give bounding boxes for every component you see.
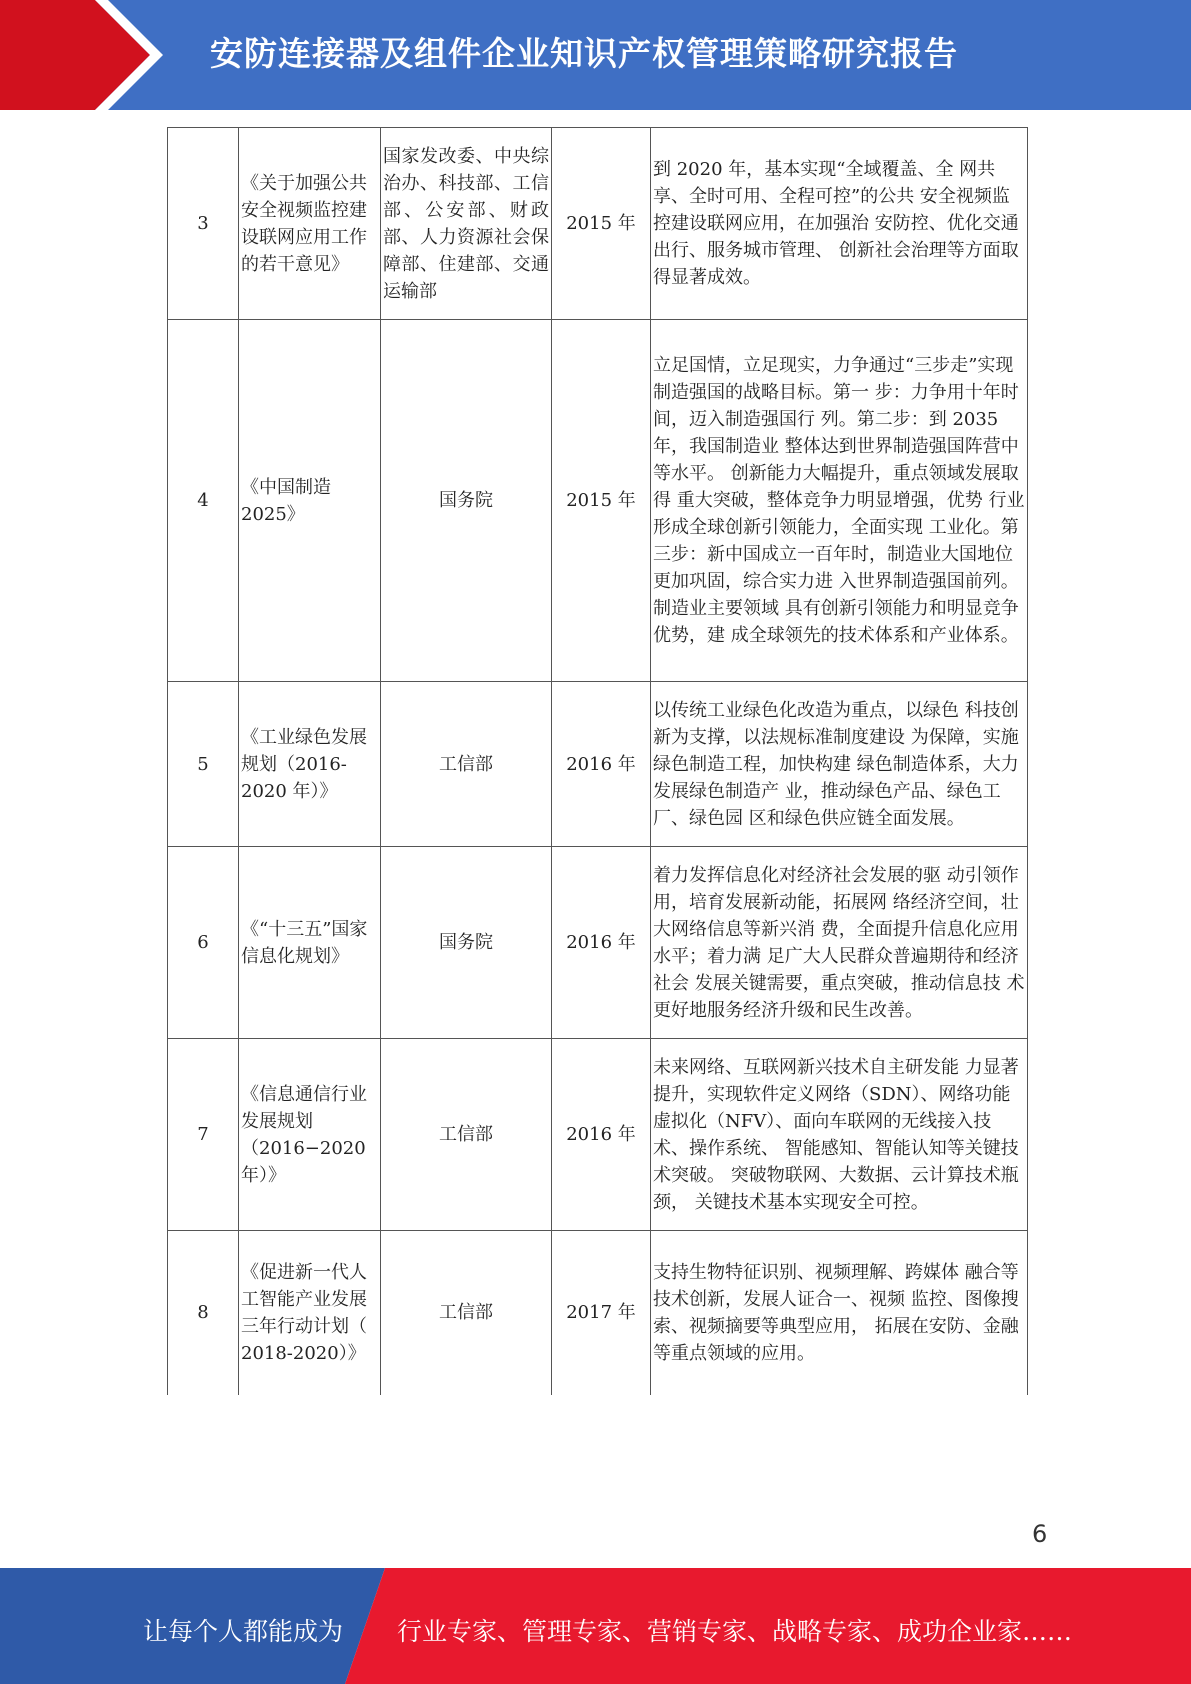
issuing-department: 工信部 [381, 682, 552, 847]
table-row [168, 847, 1028, 1039]
footer-slogan-right: 行业专家、管理专家、营销专家、战略专家、成功企业家…… [397, 1617, 1073, 1646]
report-title: 安防连接器及组件企业知识产权管理策略研究报告 [210, 34, 958, 73]
policy-name: 《信息通信行业发展规划（2016−2020 年）》 [239, 1039, 381, 1231]
page-header [0, 0, 1191, 110]
row-number: 8 [168, 1231, 239, 1395]
issuing-department: 国务院 [381, 320, 552, 682]
issue-year: 2016 年 [552, 847, 651, 1039]
policy-content: 支持生物特征识别、视频理解、跨媒体 融合等技术创新，发展人证合一、视频 监控、图像搜索、视频摘要等典型应用， 拓展在安防、金融等重点领域的应用。 [651, 1231, 1028, 1395]
row-number: 5 [168, 682, 239, 847]
issue-year: 2015 年 [552, 320, 651, 682]
issue-year: 2015 年 [552, 128, 651, 320]
table-row [168, 1231, 1028, 1395]
footer-slogan-left: 让每个人都能成为 [143, 1617, 344, 1646]
policy-table [167, 127, 1028, 1395]
policy-name: 《工业绿色发展规划（2016-2020 年）》 [239, 682, 381, 847]
issuing-department: 国家发改委、中央综治办、科技部、工信部、公安部、财政部、人力资源社会保障部、住建部、交通运输部 [381, 128, 552, 320]
policy-name: 《中国制造 2025》 [239, 320, 381, 682]
issuing-department: 工信部 [381, 1231, 552, 1395]
row-number: 7 [168, 1039, 239, 1231]
row-number: 3 [168, 128, 239, 320]
policy-content: 着力发挥信息化对经济社会发展的驱 动引领作用，培育发展新动能，拓展网 络经济空间，壮大网络信息等新兴消 费，全面提升信息化应用水平；着力满 足广大人民群众普遍期待和经济社会 发展关键需要，重点突破，推动信息技 术更好地服务经济升级和民生改善。 [651, 847, 1028, 1039]
row-number: 6 [168, 847, 239, 1039]
page-number: 6 [1032, 1520, 1048, 1548]
policy-content: 到 2020 年，基本实现“全域覆盖、全 网共享、全时可用、全程可控”的公共 安全视频监控建设联网应用，在加强治 安防控、优化交通出行、服务城市管理、 创新社会治理等方面取得显著成效。 [651, 128, 1028, 320]
issuing-department: 工信部 [381, 1039, 552, 1231]
policy-content: 立足国情，立足现实，力争通过“三步走”实现制造强国的战略目标。第一 步：力争用十年时间，迈入制造强国行 列。第二步：到 2035 年，我国制造业 整体达到世界制造强国阵营中等水平。 创新能力大幅提升，重点领域发展取得 重大突破，整体竞争力明显增强，优势 行业形成全球创新引领能力，全面实现 工业化。第三步：新中国成立一百年时，制造业大国地位更加巩固，综合实力进 入世界制造强国前列。制造业主要领域 具有创新引领能力和明显竞争优势，建 成全球领先的技术体系和产业体系。 [651, 320, 1028, 682]
issue-year: 2017 年 [552, 1231, 651, 1395]
table-row [168, 1039, 1028, 1231]
policy-name: 《促进新一代人工智能产业发展三年行动计划（ 2018-2020）》 [239, 1231, 381, 1395]
issue-year: 2016 年 [552, 1039, 651, 1231]
policy-name: 《“十三五”国家信息化规划》 [239, 847, 381, 1039]
policy-name: 《关于加强公共安全视频监控建设联网应用工作的若干意见》 [239, 128, 381, 320]
issue-year: 2016 年 [552, 682, 651, 847]
page-footer [0, 1568, 1191, 1684]
policy-content: 以传统工业绿色化改造为重点，以绿色 科技创新为支撑，以法规标准制度建设 为保障，实施绿色制造工程，加快构建 绿色制造体系，大力发展绿色制造产 业，推动绿色产品、绿色工厂、绿色园 区和绿色供应链全面发展。 [651, 682, 1028, 847]
row-number: 4 [168, 320, 239, 682]
policy-content: 未来网络、互联网新兴技术自主研发能 力显著提升，实现软件定义网络（SDN）、网络功能虚拟化（NFV）、面向车联网的无线接入技术、操作系统、 智能感知、智能认知等关键技术突破。 突破物联网、大数据、云计算技术瓶颈， 关键技术基本实现安全可控。 [651, 1039, 1028, 1231]
issuing-department: 国务院 [381, 847, 552, 1039]
table-row [168, 682, 1028, 847]
table-row [168, 128, 1028, 320]
table-row [168, 320, 1028, 682]
